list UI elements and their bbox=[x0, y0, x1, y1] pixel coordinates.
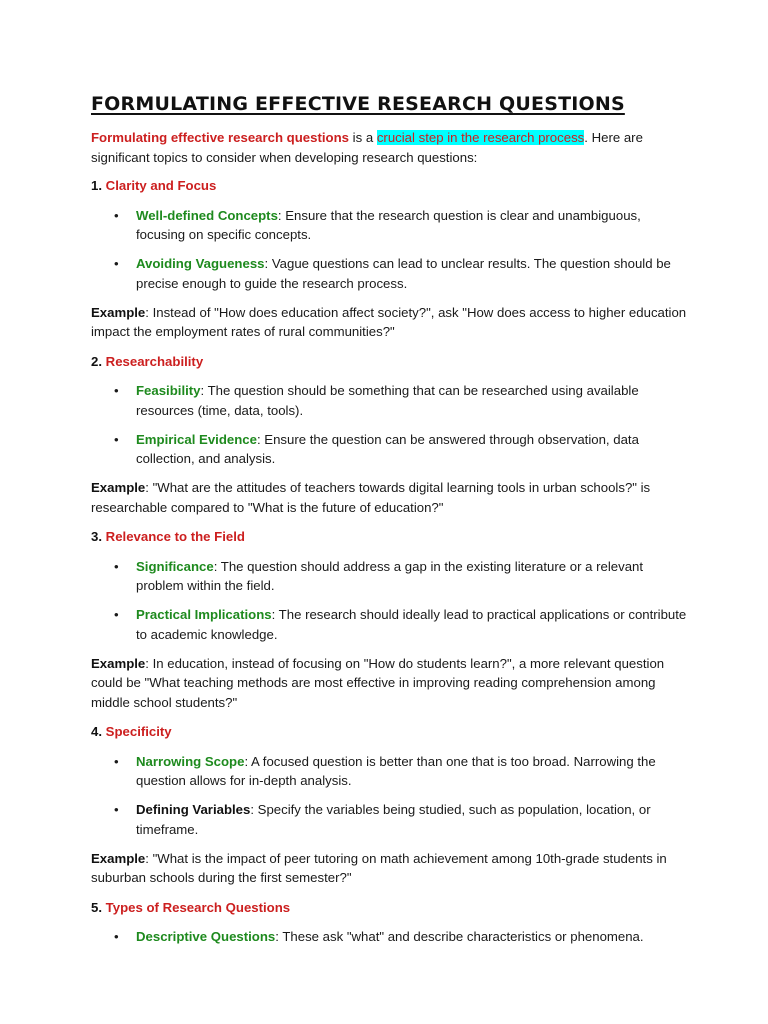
example-text: : In education, instead of focusing on "How do students learn?", a more relevant question could be "What teaching methods are most effective in improving reading comprehension among middle school students?" bbox=[91, 655, 665, 710]
list-item bbox=[114, 430, 688, 469]
intro-highlight: crucial step in the research process bbox=[376, 130, 585, 145]
example-text: : "What is the impact of peer tutoring on math achievement among 10th-grade students in suburban schools during the first semester?" bbox=[91, 850, 667, 885]
section-heading bbox=[91, 352, 688, 372]
bullet-text: : The question should address a gap in the existing literature or a relevant problem within the field. bbox=[136, 558, 644, 593]
section-number: 1. bbox=[91, 178, 102, 193]
bullet-icon: • bbox=[114, 802, 119, 817]
bullet-text: : A focused question is better than one that is too broad. Narrowing the question allows for in-depth analysis. bbox=[136, 753, 656, 788]
intro-rest: . Here are significant topics to consider when developing research questions: bbox=[91, 130, 643, 165]
example-paragraph bbox=[91, 654, 688, 713]
list-item bbox=[114, 927, 688, 947]
list-item bbox=[114, 605, 688, 644]
example-paragraph bbox=[91, 849, 688, 888]
section-title: Relevance to the Field bbox=[105, 529, 245, 544]
list-item bbox=[114, 206, 688, 245]
intro-mid: is a bbox=[348, 130, 377, 145]
section-heading bbox=[91, 722, 688, 742]
example-text: : Instead of "How does education affect society?", ask "How does access to higher education impact the employment rates of rural communities?" bbox=[91, 304, 687, 339]
bullet-icon: • bbox=[114, 929, 119, 944]
example-label: Example bbox=[91, 304, 146, 320]
section-title: Clarity and Focus bbox=[105, 178, 217, 193]
section-title: Specificity bbox=[105, 724, 172, 739]
bullet-term: Well-defined Concepts bbox=[136, 207, 278, 223]
intro-paragraph bbox=[91, 128, 688, 167]
section-heading bbox=[91, 898, 688, 918]
example-paragraph bbox=[91, 478, 688, 517]
example-label: Example bbox=[91, 655, 146, 671]
bullet-icon: • bbox=[114, 558, 119, 574]
bullet-list bbox=[91, 206, 688, 294]
section-number: 2. bbox=[91, 353, 102, 369]
bullet-list bbox=[91, 752, 688, 840]
bullet-icon: • bbox=[114, 256, 119, 271]
page-title: FORMULATING EFFECTIVE RESEARCH QUESTIONS bbox=[91, 93, 625, 115]
section-researchability bbox=[91, 352, 688, 518]
section-number: 3. bbox=[91, 529, 102, 544]
list-item bbox=[114, 254, 688, 293]
section-heading bbox=[91, 527, 688, 547]
bullet-term: Practical Implications bbox=[136, 607, 272, 622]
bullet-icon: • bbox=[114, 383, 119, 398]
bullet-term: Narrowing Scope bbox=[136, 753, 245, 769]
list-item bbox=[114, 752, 688, 791]
bullet-icon: • bbox=[114, 207, 119, 223]
bullet-term: Avoiding Vagueness bbox=[136, 256, 265, 271]
bullet-text: : Vague questions can lead to unclear results. The question should be precise enough to guide the research process. bbox=[136, 256, 671, 291]
section-number: 5. bbox=[91, 899, 102, 915]
bullet-term: Descriptive Questions bbox=[136, 929, 276, 944]
section-types bbox=[91, 898, 688, 947]
section-relevance bbox=[91, 527, 688, 712]
example-label: Example bbox=[91, 850, 146, 866]
section-specificity bbox=[91, 722, 688, 888]
bullet-term: Significance bbox=[136, 558, 214, 574]
bullet-text: : These ask "what" and describe characteristics or phenomena. bbox=[275, 929, 644, 944]
list-item bbox=[114, 381, 688, 420]
bullet-icon: • bbox=[114, 753, 119, 769]
example-text: : "What are the attitudes of teachers towards digital learning tools in urban schools?" is researchable compared to "What is the future of education?" bbox=[91, 480, 651, 515]
bullet-text: : Ensure that the research question is clear and unambiguous, focusing on specific concepts. bbox=[136, 207, 641, 242]
section-clarity-focus bbox=[91, 176, 688, 342]
bullet-text: : The question should be something that can be researched using available resources (time, data, tools). bbox=[136, 383, 639, 418]
bullet-list bbox=[91, 557, 688, 645]
example-label: Example bbox=[91, 480, 146, 495]
bullet-text: : Ensure the question can be answered through observation, data collection, and analysis. bbox=[136, 431, 639, 466]
bullet-list bbox=[91, 927, 688, 947]
bullet-term: Empirical Evidence bbox=[136, 431, 257, 447]
bullet-text: : The research should ideally lead to practical applications or contribute to academic knowledge. bbox=[136, 607, 687, 642]
example-paragraph bbox=[91, 303, 688, 342]
section-title: Researchability bbox=[105, 353, 204, 369]
bullet-term: Feasibility bbox=[136, 383, 201, 398]
bullet-icon: • bbox=[114, 607, 119, 622]
list-item bbox=[114, 800, 688, 839]
bullet-list bbox=[91, 381, 688, 469]
bullet-term: Defining Variables bbox=[136, 802, 251, 817]
section-title: Types of Research Questions bbox=[105, 899, 291, 915]
bullet-icon: • bbox=[114, 431, 119, 447]
bullet-text: : Specify the variables being studied, such as population, location, or timeframe. bbox=[136, 802, 651, 837]
section-number: 4. bbox=[91, 724, 102, 739]
list-item bbox=[114, 557, 688, 596]
intro-lead: Formulating effective research questions bbox=[91, 130, 349, 145]
section-heading bbox=[91, 176, 688, 196]
